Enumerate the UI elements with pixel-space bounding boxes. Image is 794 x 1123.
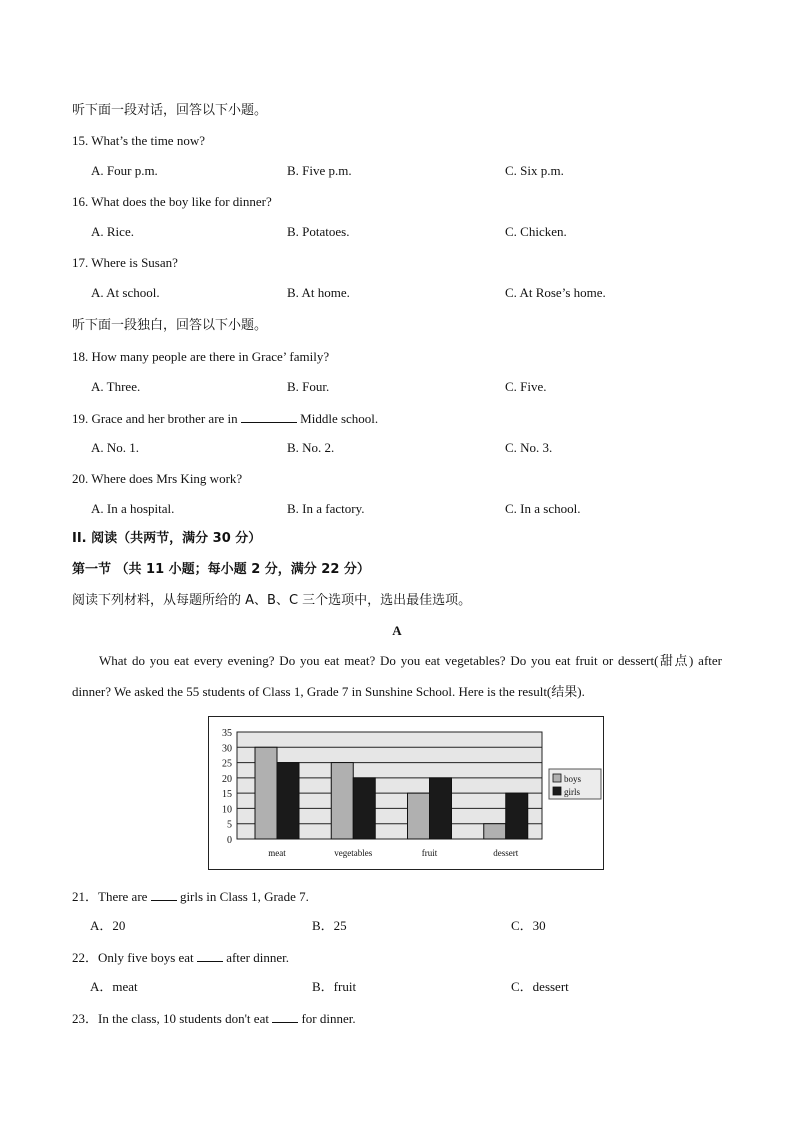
q21-text-after: girls in Class 1, Grade 7. xyxy=(179,889,309,904)
x-tick-label: dessert xyxy=(493,848,519,858)
question-22 xyxy=(72,949,289,966)
passage-label: A xyxy=(392,623,402,638)
q15-option-a: A. Four p.m. xyxy=(91,163,158,178)
q16-option-b: B. Potatoes. xyxy=(287,224,350,239)
q17-option-b: B. At home. xyxy=(287,285,350,300)
bar-girls-meat xyxy=(277,763,299,839)
legend-swatch-boys xyxy=(553,774,561,782)
question-15: 15. What’s the time now? xyxy=(72,133,205,148)
q21-option-c: C．30 xyxy=(511,918,546,933)
question-18: 18. How many people are there in Grace’ family? xyxy=(72,349,330,364)
legend-swatch-girls xyxy=(553,787,561,795)
bar-chart-svg xyxy=(209,717,602,868)
q22-text-after: after dinner. xyxy=(226,950,289,965)
legend-label-boys: boys xyxy=(564,774,582,784)
q19-option-a: A. No. 1. xyxy=(91,440,140,455)
reading-heading: II. 阅读（共两节，满分 30 分） xyxy=(72,531,262,546)
q21-text-before: 21．There are xyxy=(72,889,148,904)
q19-option-b: B. No. 2. xyxy=(287,440,335,455)
q19-option-c: C. No. 3. xyxy=(505,440,553,455)
q20-option-c: C. In a school. xyxy=(505,501,581,516)
question-19 xyxy=(72,410,378,427)
x-tick-label: vegetables xyxy=(334,848,373,858)
q22-text-before: 22．Only five boys eat xyxy=(72,950,194,965)
y-tick-label: 10 xyxy=(222,804,232,816)
y-tick-label: 15 xyxy=(222,789,232,801)
question-17: 17. Where is Susan? xyxy=(72,255,178,270)
bar-girls-fruit xyxy=(430,778,452,839)
q15-option-b: B. Five p.m. xyxy=(287,163,352,178)
q17-option-c: C. At Rose’s home. xyxy=(505,285,606,300)
q21-option-b: B．25 xyxy=(312,918,347,933)
q18-option-a: A. Three. xyxy=(91,379,141,394)
question-16: 16. What does the boy like for dinner? xyxy=(72,194,272,209)
bar-boys-dessert xyxy=(484,824,506,839)
bar-girls-dessert xyxy=(506,793,528,839)
question-21 xyxy=(72,888,309,905)
bar-girls-vegetables xyxy=(353,778,375,839)
q20-option-a: A. In a hospital. xyxy=(91,501,175,516)
bar-boys-vegetables xyxy=(331,763,353,839)
reading-instructions: 阅读下列材料，从每题所给的 A、B、C 三个选项中，选出最佳选项。 xyxy=(72,593,472,608)
question-20: 20. Where does Mrs King work? xyxy=(72,471,243,486)
answer-blank xyxy=(272,1010,298,1023)
y-tick-label: 30 xyxy=(222,743,232,755)
q19-text-before: 19. Grace and her brother are in xyxy=(72,411,238,426)
q17-option-a: A. At school. xyxy=(91,285,160,300)
q22-option-b: B．fruit xyxy=(312,979,357,994)
q21-option-a: A．20 xyxy=(90,918,126,933)
q22-option-c: C．dessert xyxy=(511,979,569,994)
y-tick-label: 35 xyxy=(222,728,232,739)
section-heading-monologue: 听下面一段独白，回答以下小题。 xyxy=(72,318,268,333)
y-tick-label: 0 xyxy=(227,835,232,846)
question-23 xyxy=(72,1010,356,1027)
q16-option-a: A. Rice. xyxy=(91,224,134,239)
answer-blank xyxy=(197,949,223,962)
y-tick-label: 5 xyxy=(227,819,232,831)
answer-blank xyxy=(151,888,177,901)
y-tick-label: 25 xyxy=(222,758,232,770)
q23-text-after: for dinner. xyxy=(301,1011,356,1026)
passage-text xyxy=(72,645,722,707)
q19-text-after: Middle school. xyxy=(300,411,379,426)
bar-boys-fruit xyxy=(408,793,430,839)
q15-option-c: C. Six p.m. xyxy=(505,163,564,178)
q18-option-c: C. Five. xyxy=(505,379,547,394)
section-heading-dialogue: 听下面一段对话，回答以下小题。 xyxy=(72,103,268,118)
q20-option-b: B. In a factory. xyxy=(287,501,365,516)
q23-text-before: 23．In the class, 10 students don't eat xyxy=(72,1011,269,1026)
q22-option-a: A．meat xyxy=(90,979,138,994)
q16-option-c: C. Chicken. xyxy=(505,224,567,239)
x-tick-label: meat xyxy=(268,848,286,858)
answer-blank xyxy=(241,410,297,423)
bar-boys-meat xyxy=(255,747,277,839)
reading-subheading: 第一节 （共 11 小题；每小题 2 分，满分 22 分） xyxy=(72,562,370,577)
x-tick-label: fruit xyxy=(421,848,438,858)
legend-label-girls: girls xyxy=(564,787,581,797)
q18-option-b: B. Four. xyxy=(287,379,330,394)
passage-body: What do you eat every evening? Do you eat meat? Do you eat vegetables? Do you eat fruit or dessert(甜点) after dinner? We asked the 55 students of Class 1, Grade 7 in Sunshine School. Here is the result(结果). xyxy=(72,653,722,699)
y-tick-label: 20 xyxy=(222,773,232,785)
bar-chart xyxy=(208,716,604,870)
